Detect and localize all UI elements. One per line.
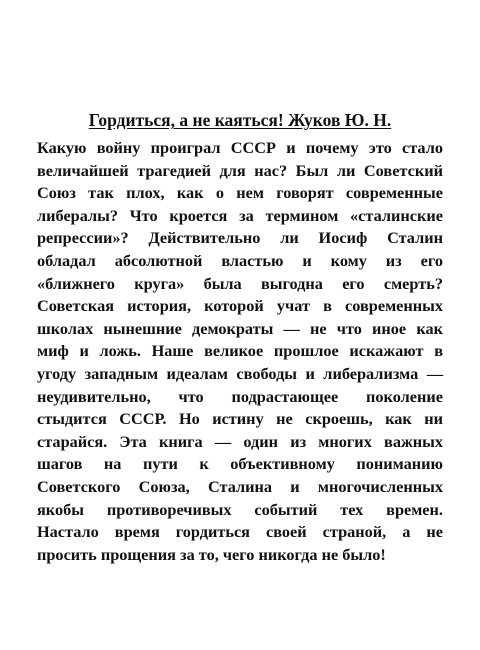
- paragraph-line: якобы противоречивых событий тех времен.: [37, 499, 443, 519]
- paragraph-line: шагов на пути к объективному пониманию: [37, 454, 443, 474]
- paragraph-line: стыдится СССР. Но истину не скроешь, как ни: [37, 409, 443, 429]
- paragraph-line: неудивительно, что подрастающее поколение: [37, 386, 443, 406]
- paragraph-line: Союз так плох, как о нем говорят современные: [37, 183, 443, 203]
- description-paragraph: [37, 137, 443, 566]
- document-title: Гордиться, а не каяться! Жуков Ю. Н.: [88, 110, 392, 130]
- paragraph-line: обладал абсолютной властью и кому из его: [37, 250, 443, 270]
- paragraph-line: угоду западным идеалам свободы и либерализма —: [37, 363, 443, 383]
- paragraph-line: репрессии»? Действительно ли Иосиф Сталин: [37, 228, 443, 248]
- paragraph-line: «ближнего круга» была выгодна его смерть?: [37, 273, 443, 293]
- paragraph-line: просить прощения за то, чего никогда не было!: [37, 544, 386, 564]
- paragraph-line: школах нынешние демократы — не что иное как: [37, 318, 443, 338]
- paragraph-line: Советского Союза, Сталина и многочисленных: [37, 476, 443, 496]
- paragraph-line: миф и ложь. Наше великое прошлое искажают в: [37, 341, 443, 361]
- paragraph-line: величайшей трагедией для нас? Был ли Советский: [37, 160, 443, 180]
- paragraph-line: либералы? Что кроется за термином «сталинские: [37, 205, 443, 225]
- paragraph-line: Какую войну проиграл СССР и почему это стало: [37, 138, 443, 157]
- paragraph-line: Настало время гордиться своей страной, а не: [37, 522, 443, 542]
- paragraph-line: старайся. Эта книга — один из многих важных: [37, 431, 443, 451]
- paragraph-line: Советская история, которой учат в современных: [37, 296, 443, 316]
